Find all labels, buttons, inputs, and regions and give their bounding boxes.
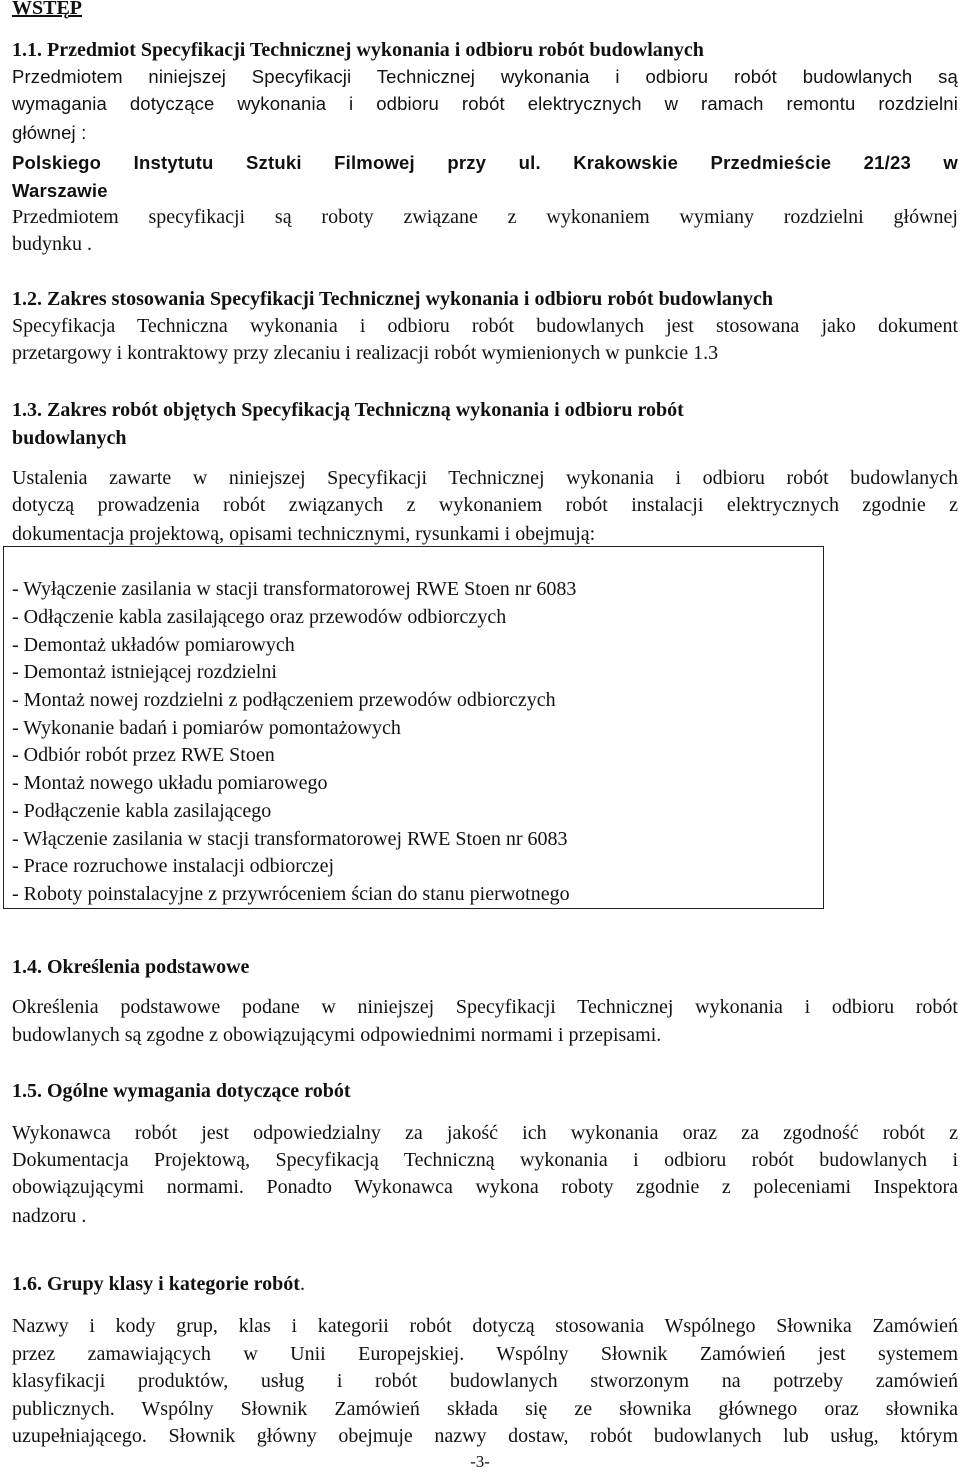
scope-item: - Podłączenie kabla zasilającego <box>12 800 272 822</box>
page-title: WSTĘP <box>12 0 83 19</box>
section-1-6-heading: 1.6. Grupy klasy i kategorie robót <box>12 1273 300 1295</box>
section-1-1-line: Przedmiotem niniejszej Specyfikacji Technicznej wykonania i odbioru robót budowlanych są <box>12 66 958 87</box>
scope-item: - Demontaż istniejącej rozdzielni <box>12 661 277 683</box>
scope-item: - Wyłączenie zasilania w stacji transformatorowej RWE Stoen nr 6083 <box>12 578 577 600</box>
section-1-4-line: Określenia podstawowe podane w niniejszej Specyfikacji Technicznej wykonania i odbioru robót <box>12 996 958 1018</box>
page-number: -3- <box>470 1452 490 1471</box>
section-1-1-line: budynku . <box>12 233 92 255</box>
section-1-1-heading: 1.1. Przedmiot Specyfikacji Technicznej wykonania i odbioru robót budowlanych <box>12 39 704 61</box>
section-1-1-line: Przedmiotem specyfikacji są roboty związane z wykonaniem wymiany rozdzielni głównej <box>12 206 958 228</box>
section-1-3-heading: 1.3. Zakres robót objętych Specyfikacją Techniczną wykonania i odbioru robót <box>12 399 684 421</box>
scope-item: - Odłączenie kabla zasilającego oraz przewodów odbiorczych <box>12 606 507 628</box>
section-1-3-line: dotyczą prowadzenia robót związanych z wykonaniem robót instalacji elektrycznych zgodnie z <box>12 494 958 516</box>
scope-item: - Montaż nowego układu pomiarowego <box>12 772 328 794</box>
section-1-5-line: obowiązującymi normami. Ponadto Wykonawca wykona roboty zgodnie z poleceniami Inspektora <box>12 1176 958 1198</box>
section-1-5-line: Dokumentacja Projektową, Specyfikacją Techniczną wykonania i odbioru robót budowlanych i <box>12 1149 958 1171</box>
section-1-2-line: Specyfikacja Techniczna wykonania i odbioru robót budowlanych jest stosowana jako dokument <box>12 315 958 337</box>
section-1-6-line: publicznych. Wspólny Słownik Zamówień składa się ze słownika głównego oraz słownika <box>12 1398 958 1420</box>
section-1-2-heading: 1.2. Zakres stosowania Specyfikacji Technicznej wykonania i odbioru robót budowlanych <box>12 288 774 310</box>
section-1-3-line: Ustalenia zawarte w niniejszej Specyfikacji Technicznej wykonania i odbioru robót budowlanych <box>12 467 958 489</box>
section-1-1-line: głównej : <box>12 122 87 143</box>
scope-item: - Montaż nowej rozdzielni z podłączeniem przewodów odbiorczych <box>12 689 556 711</box>
section-1-4-line: budowlanych są zgodne z obowiązującymi odpowiednimi normami i przepisami. <box>12 1024 662 1046</box>
section-1-5-line: nadzoru . <box>12 1205 87 1227</box>
scope-item: - Wykonanie badań i pomiarów pomontażowych <box>12 717 401 739</box>
scope-item: - Prace rozruchowe instalacji odbiorczej <box>12 855 335 877</box>
section-1-1-address: Polskiego Instytutu Sztuki Filmowej przy ul. Krakowskie Przedmieście 21/23 w <box>12 152 958 173</box>
section-1-6-heading-wrap <box>12 1271 305 1297</box>
section-1-6-line: uzupełniającego. Słownik główny obejmuje nazwy dostaw, robót budowlanych lub usług, którym <box>12 1425 958 1447</box>
scope-item: - Demontaż układów pomiarowych <box>12 634 295 656</box>
section-1-4-heading: 1.4. Określenia podstawowe <box>12 956 250 978</box>
section-1-2-line: przetargowy i kontraktowy przy zlecaniu i realizacji robót wymienionych w punkcie 1.3 <box>12 342 719 364</box>
section-1-5-heading: 1.5. Ogólne wymagania dotyczące robót <box>12 1080 351 1102</box>
section-1-6-line: Nazwy i kody grup, klas i kategorii robót dotyczą stosowania Wspólnego Słownika Zamówień <box>12 1315 958 1337</box>
section-1-6-line: przez zamawiających w Unii Europejskiej. Wspólny Słownik Zamówień jest systemem <box>12 1343 958 1365</box>
section-1-3-heading-cont: budowlanych <box>12 427 127 449</box>
scope-of-work-box <box>3 546 824 909</box>
scope-item: - Roboty poinstalacyjne z przywróceniem ścian do stanu pierwotnego <box>12 883 570 905</box>
section-1-1-address-city: Warszawie <box>12 180 108 201</box>
scope-item: - Odbiór robót przez RWE Stoen <box>12 744 275 766</box>
section-1-5-line: Wykonawca robót jest odpowiedzialny za jakość ich wykonania oraz za zgodność robót z <box>12 1122 958 1144</box>
section-1-6-line: klasyfikacji produktów, usług i robót budowlanych stworzonym na potrzeby zamówień <box>12 1370 958 1392</box>
section-1-6-heading-dot: . <box>299 1273 305 1295</box>
section-1-3-line: dokumentacja projektową, opisami technicznymi, rysunkami i obejmują: <box>12 523 596 545</box>
scope-item: - Włączenie zasilania w stacji transformatorowej RWE Stoen nr 6083 <box>12 828 568 850</box>
section-1-1-line: wymagania dotyczące wykonania i odbioru robót elektrycznych w ramach remontu rozdzielni <box>12 93 958 114</box>
